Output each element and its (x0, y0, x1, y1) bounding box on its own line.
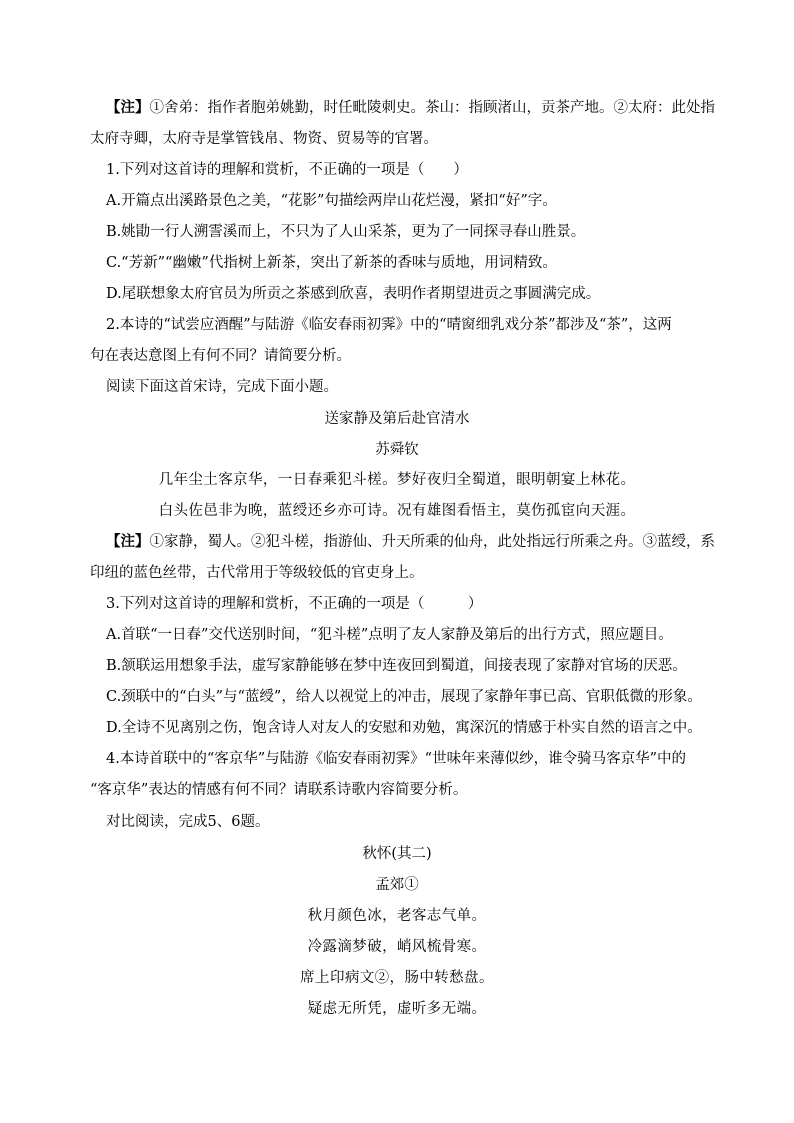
q2-line2: 句在表达意图上有何不同？请简要分析。 (90, 348, 351, 364)
note2-line1 (90, 532, 746, 552)
q2-line1: 2.本诗的“试尝应酒醒”与陆游《临安春雨初霁》中的“晴窗细乳戏分茶”都涉及“茶”，这两 (106, 317, 672, 333)
poem3-line2: 冷露滴梦破，峭风梳骨寒。 (307, 939, 487, 955)
poem3-line3: 席上印病文②，肠中转愁盘。 (300, 970, 494, 986)
poem3-author: 孟郊① (375, 877, 419, 893)
note1-text1: ①舍弟：指作者胞弟姚勤，时任毗陵刺史。茶山：指顾渚山，贡茶产地。②太府：此处指 (149, 100, 715, 116)
poem2-line1: 几年尘土客京华，一日春乘犯斗槎。梦好夜归全蜀道，眼明朝宴上林花。 (158, 472, 636, 488)
q1-option-a: A.开篇点出溪路景色之美，“花影”句描绘两岸山花烂漫，紧扣“好”字。 (106, 193, 557, 209)
intro-compare: 对比阅读，完成5、6题。 (106, 814, 270, 830)
q4-line1: 4.本诗首联中的“客京华”与陆游《临安春雨初霁》“世味年来薄似纱，谁令骑马客京华”中的 (106, 751, 686, 767)
q1-option-c: C.“芳新”“幽嫩”代指树上新茶，突出了新茶的香味与质地，用词精致。 (106, 255, 557, 271)
q1-stem: 1.下列对这首诗的理解和赏析，不正确的一项是（ ） (106, 162, 468, 178)
poem2-line2: 白头佐邑非为晚，蓝绶还乡亦可诗。况有雄图看悟主，莫伤孤宦向天涯。 (158, 503, 636, 519)
note1-line1 (90, 98, 746, 118)
poem2-title: 送家静及第后赴官清水 (324, 411, 470, 427)
q1-option-d: D.尾联想象太府官员为所贡之茶感到欣喜，表明作者期望进贡之事圆满完成。 (106, 286, 601, 302)
note2-label: 【注】 (106, 533, 150, 550)
poem2-author: 苏舜钦 (375, 442, 419, 458)
q1-option-b: B.姚勖一行人溯霅溪而上，不只为了人山采茶，更为了一同探寻春山胜景。 (106, 224, 586, 240)
poem3-line4: 疑虑无所凭，虚听多无端。 (307, 1001, 487, 1017)
poem3-title: 秋怀(其二) (362, 846, 432, 862)
q3-stem: 3.下列对这首诗的理解和赏析，不正确的一项是（ ） (106, 596, 483, 612)
note2-text1: ①家静，蜀人。②犯斗槎，指游仙、升天所乘的仙舟，此处指远行所乘之舟。③蓝绶，系 (149, 534, 715, 550)
note1-line2: 太府寺卿，太府寺是掌管钱帛、物资、贸易等的官署。 (90, 131, 438, 147)
q3-option-a: A.首联“一日春”交代送别时间，“犯斗槎”点明了友人家静及第后的出行方式，照应题目。 (106, 627, 673, 643)
note2-line2: 印纽的蓝色丝带，古代常用于等级较低的官吏身上。 (90, 565, 424, 581)
q3-option-d: D.全诗不见离别之伤，饱含诗人对友人的安慰和劝勉，寓深沉的情感于朴实自然的语言之中。 (106, 720, 702, 736)
note1-label: 【注】 (106, 99, 150, 116)
intro-song-poem: 阅读下面这首宋诗，完成下面小题。 (106, 379, 338, 395)
q4-line2: “客京华”表达的情感有何不同？请联系诗歌内容简要分析。 (90, 782, 468, 798)
q3-option-b: B.颔联运用想象手法，虚写家静能够在梦中连夜回到蜀道，间接表现了家静对官场的厌恶。 (106, 658, 687, 674)
q3-option-c: C.颈联中的“白头”与“蓝绶”，给人以视觉上的冲击，展现了家静年事已高、官职低微的形象。 (106, 689, 702, 705)
poem3-line1: 秋月颜色冰，老客志气单。 (307, 908, 487, 924)
